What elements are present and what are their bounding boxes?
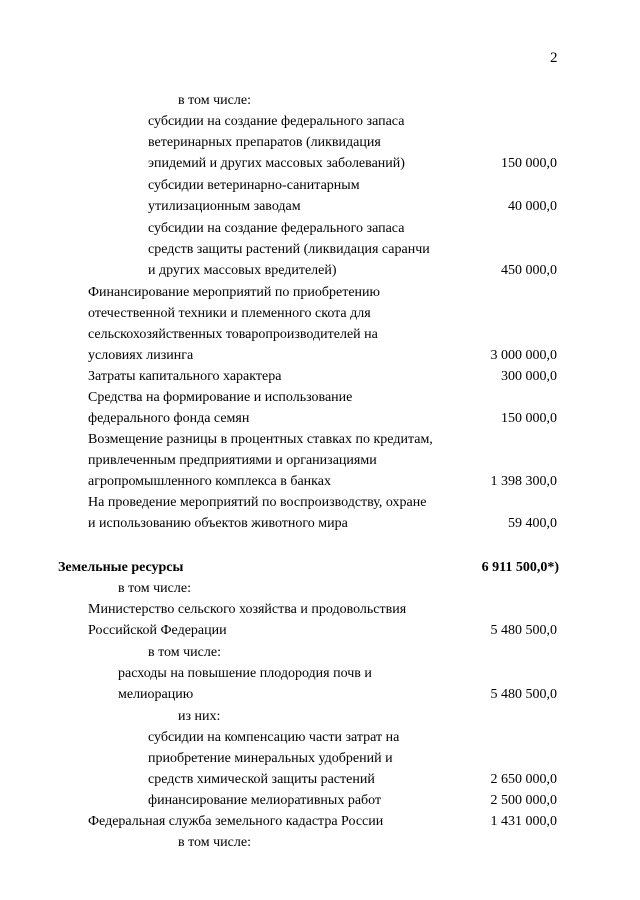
document-line: [0, 303, 640, 324]
line-amount: 1 398 300,0: [490, 474, 557, 489]
document-line: [0, 471, 640, 492]
line-text: средств химической защиты растений: [148, 772, 375, 787]
line-text: субсидии на создание федерального запаса: [148, 221, 405, 236]
line-text: Земельные ресурсы: [58, 560, 184, 575]
document-line: [0, 153, 640, 174]
document-line: [0, 790, 640, 811]
line-text: привлеченным предприятиями и организациями: [88, 453, 377, 468]
line-amount: 2 650 000,0: [490, 772, 557, 787]
line-text: финансирование мелиоративных работ: [148, 793, 382, 808]
document-line: [0, 111, 640, 132]
line-text: и других массовых вредителей): [148, 263, 337, 278]
line-text: средств защиты растений (ликвидация саранчи: [148, 242, 430, 257]
document-line: [0, 90, 640, 111]
line-text: приобретение минеральных удобрений и: [148, 751, 393, 766]
document-line: [0, 450, 640, 471]
document-line: [0, 387, 640, 408]
document-line: [0, 324, 640, 345]
line-text: расходы на повышение плодородия почв и: [118, 666, 372, 681]
line-text: Министерство сельского хозяйства и продовольствия: [88, 602, 407, 617]
document-line: [0, 832, 640, 853]
line-text: федерального фонда семян: [88, 411, 250, 426]
line-text: Финансирование мероприятий по приобретению: [88, 285, 380, 300]
document-line: [0, 684, 640, 705]
line-text: в том числе:: [148, 645, 221, 660]
line-amount: 300 000,0: [501, 369, 557, 384]
line-text: утилизационным заводам: [148, 199, 301, 214]
line-text: из них:: [178, 709, 221, 724]
line-amount: 450 000,0: [501, 263, 557, 278]
line-amount: 6 911 500,0*): [481, 560, 559, 575]
document-line: [0, 218, 640, 239]
line-text: Российской Федерации: [88, 623, 227, 638]
line-text: мелиорацию: [118, 687, 194, 702]
line-amount: 150 000,0: [501, 411, 557, 426]
document-line: [0, 642, 640, 663]
line-amount: 59 400,0: [508, 516, 557, 531]
document-line: [0, 492, 640, 513]
document-line: [0, 429, 640, 450]
line-amount: 3 000 000,0: [490, 348, 557, 363]
line-text: в том числе:: [178, 835, 251, 850]
line-text: субсидии ветеринарно-санитарным: [148, 178, 360, 193]
document-line: [0, 620, 640, 641]
line-text: субсидии на компенсацию части затрат на: [148, 730, 400, 745]
line-text: ветеринарных препаратов (ликвидация: [148, 135, 381, 150]
line-amount: 5 480 500,0: [490, 687, 557, 702]
line-text: Возмещение разницы в процентных ставках по кредитам,: [88, 432, 433, 447]
document-line: [0, 175, 640, 196]
document-line: [0, 196, 640, 217]
document-line: [0, 408, 640, 429]
document-line: [0, 748, 640, 769]
line-amount: 150 000,0: [501, 156, 557, 171]
page-number: 2: [550, 50, 558, 66]
line-text: в том числе:: [118, 581, 191, 596]
section-heading-line: [0, 557, 640, 578]
document-line: [0, 132, 640, 153]
line-text: сельскохозяйственных товаропроизводителей на: [88, 327, 378, 342]
line-text: Средства на формирование и использование: [88, 390, 353, 405]
document-line: [0, 706, 640, 727]
document-line: [0, 811, 640, 832]
line-text: агропромышленного комплекса в банках: [88, 474, 331, 489]
document-line: [0, 366, 640, 387]
line-text: Затраты капитального характера: [88, 369, 282, 384]
line-text: условиях лизинга: [88, 348, 194, 363]
document-line: [0, 727, 640, 748]
document-line: [0, 260, 640, 281]
line-amount: 5 480 500,0: [490, 623, 557, 638]
line-text: На проведение мероприятий по воспроизводству, охране: [88, 495, 427, 510]
document-line: [0, 345, 640, 366]
document-line: [0, 769, 640, 790]
line-text: эпидемий и других массовых заболеваний): [148, 156, 405, 171]
document-line: [0, 578, 640, 599]
line-amount: 40 000,0: [508, 199, 557, 214]
document-line: [0, 663, 640, 684]
line-text: отечественной техники и племенного скота для: [88, 306, 371, 321]
document-line: [0, 513, 640, 534]
document-line: [0, 239, 640, 260]
line-text: и использованию объектов животного мира: [88, 516, 348, 531]
document-line: [0, 282, 640, 303]
document-line: [0, 599, 640, 620]
line-amount: 2 500 000,0: [490, 793, 557, 808]
line-amount: 1 431 000,0: [490, 814, 557, 829]
line-text: субсидии на создание федерального запаса: [148, 114, 405, 129]
line-text: Федеральная служба земельного кадастра России: [88, 814, 384, 829]
line-text: в том числе:: [178, 93, 251, 108]
